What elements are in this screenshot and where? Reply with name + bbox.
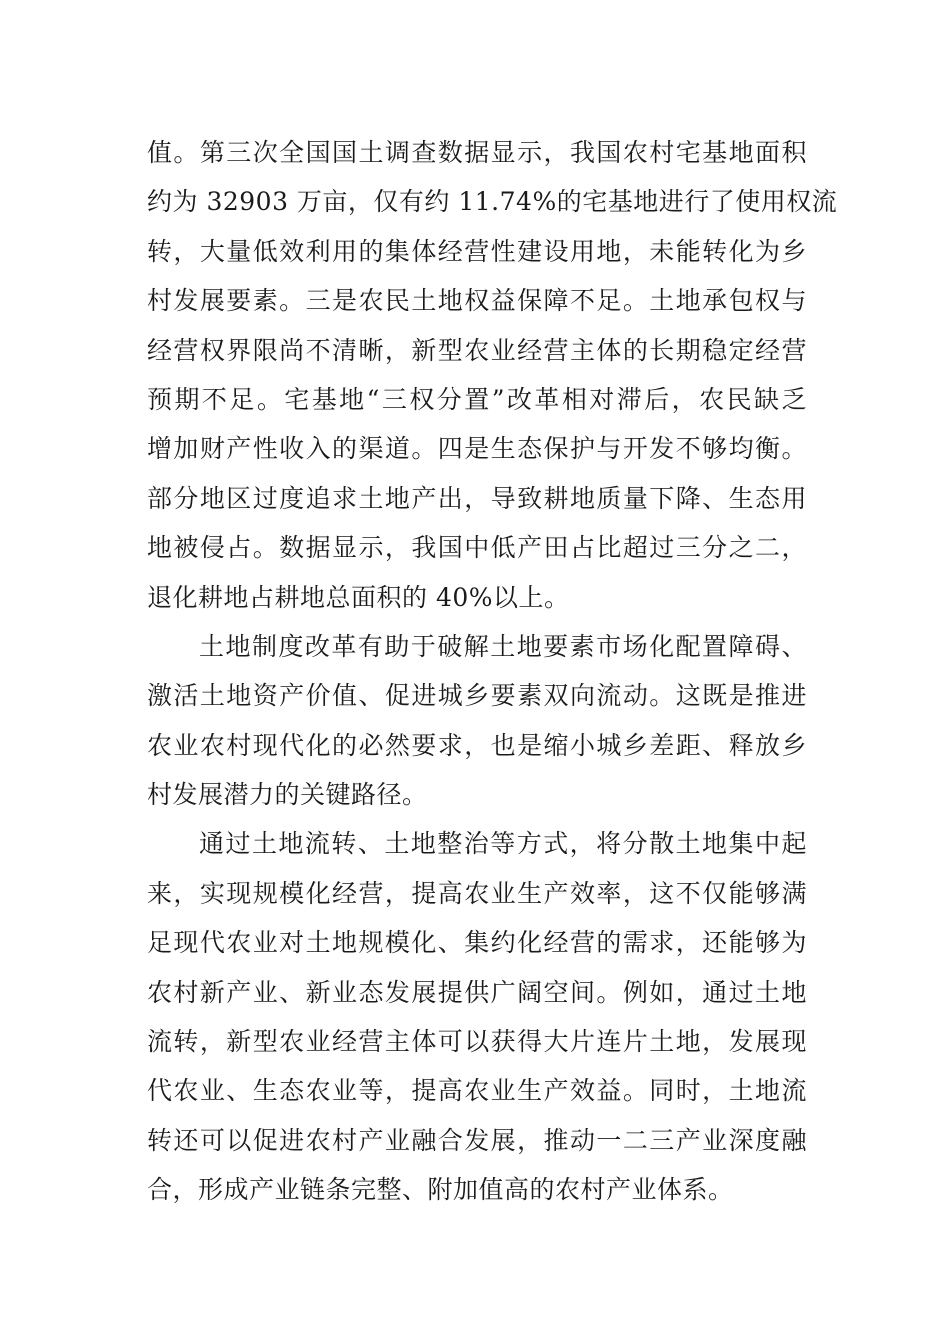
text-line: 地被侵占。数据显示，我国中低产田占比超过三分之二，: [147, 533, 807, 563]
body-text: [147, 128, 838, 1215]
text-line: 来，实现规模化经营，提高农业生产效率，这不仅能够满: [147, 878, 807, 908]
text-line: 代农业、生态农业等，提高农业生产效益。同时，土地流: [147, 1076, 807, 1106]
text-line: 预期不足。宅基地“三权分置”改革相对滞后，农民缺乏: [147, 384, 807, 414]
text-line: 足现代农业对土地规模化、集约化经营的需求，还能够为: [147, 928, 807, 958]
text-line: 合，形成产业链条完整、附加值高的农村产业体系。: [147, 1175, 734, 1205]
text-line: 流转，新型农业经营主体可以获得大片连片土地，发展现: [147, 1027, 807, 1057]
text-line: 转还可以促进农村产业融合发展，推动一二三产业深度融: [147, 1125, 807, 1155]
text-line: 通过土地流转、土地整治等方式，将分散土地集中起: [199, 829, 807, 859]
text-line: 退化耕地占耕地总面积的 40%以上。: [147, 582, 570, 612]
text-line: 约为 32903 万亩，仅有约 11.74%的宅基地进行了使用权流: [147, 187, 838, 217]
text-line: 值。第三次全国国土调查数据显示，我国农村宅基地面积: [147, 138, 807, 167]
text-line: 增加财产性收入的渠道。四是生态保护与开发不够均衡。: [147, 434, 807, 464]
text-line: 转，大量低效利用的集体经营性建设用地，未能转化为乡: [147, 236, 807, 266]
text-line: 村发展潜力的关键路径。: [147, 780, 428, 810]
text-line: 农村新产业、新业态发展提供广阔空间。例如，通过土地: [147, 977, 807, 1007]
text-line: 农业农村现代化的必然要求，也是缩小城乡差距、释放乡: [147, 730, 807, 760]
text-line: 经营权界限尚不清晰，新型农业经营主体的长期稳定经营: [147, 335, 807, 365]
text-line: 村发展要素。三是农民土地权益保障不足。土地承包权与: [147, 286, 807, 316]
text-line: 部分地区过度追求土地产出，导致耕地质量下降、生态用: [147, 483, 807, 513]
text-line: 土地制度改革有助于破解土地要素市场化配置障碍、: [199, 631, 807, 661]
text-line: 激活土地资产价值、促进城乡要素双向流动。这既是推进: [147, 681, 807, 711]
